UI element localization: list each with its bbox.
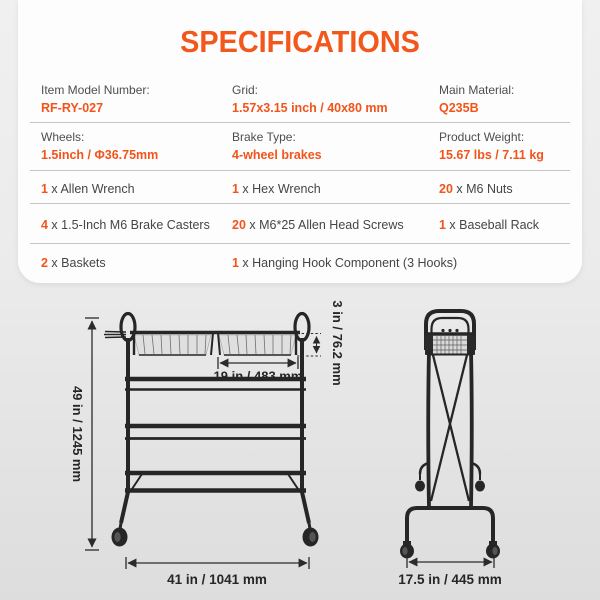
kit-item (41, 218, 210, 232)
kit-item-qty: 20 (232, 218, 246, 232)
spec-cell-weight (439, 130, 544, 162)
dim-overall-width-label: 41 in / 1041 mm (167, 572, 267, 587)
kit-item-qty: 1 (41, 182, 48, 196)
spec-value: 1.5inch / Φ36.75mm (41, 148, 159, 162)
kit-item-text: x Baskets (47, 256, 106, 270)
spec-value: Q235B (439, 101, 479, 115)
front-casters (112, 523, 319, 547)
front-view-drawing (85, 314, 321, 551)
spec-cell-wheels (41, 130, 158, 162)
dimension-diagram (0, 287, 600, 600)
kit-item-text: x Hanging Hook Component (3 Hooks) (238, 256, 458, 270)
spec-value: 1.57x3.15 inch / 40x80 mm (232, 101, 388, 115)
kit-item (41, 182, 135, 196)
dim-basket-length-label: 19 in / 483 mm (213, 368, 303, 384)
kit-item-qty: 2 (41, 256, 48, 270)
dim-overall-height-label: 49 in / 1245 mm (70, 385, 85, 483)
kit-item (232, 256, 457, 270)
kit-item-text: x Hex Wrench (238, 182, 321, 196)
spec-value: 4-wheel brakes (232, 148, 322, 162)
spec-label: Product Weight: (439, 130, 525, 144)
divider (30, 243, 570, 244)
side-view-drawing (400, 311, 500, 559)
kit-item-qty: 1 (232, 182, 239, 196)
kit-item (232, 182, 321, 196)
divider (30, 122, 570, 123)
kit-item-qty: 20 (439, 182, 453, 196)
dim-basket-depth-label: 3 in / 76.2 mm (330, 300, 345, 386)
spec-cell-brake (232, 130, 322, 162)
kit-item-qty: 1 (439, 218, 446, 232)
kit-item-text: x Allen Wrench (47, 182, 135, 196)
spec-cell-material (439, 83, 514, 115)
kit-item-text: x M6 Nuts (452, 182, 513, 196)
spec-cell-grid (232, 83, 388, 115)
kit-item-text: x Baseball Rack (445, 218, 540, 232)
spec-value: RF-RY-027 (41, 101, 104, 115)
kit-item-text: x M6*25 Allen Head Screws (245, 218, 404, 232)
spec-value: 15.67 lbs / 7.11 kg (439, 148, 544, 162)
kit-item-text: x 1.5-Inch M6 Brake Casters (47, 218, 210, 232)
dim-overall-depth-label: 17.5 in / 445 mm (398, 572, 502, 587)
page-title: SPECIFICATIONS (180, 24, 420, 59)
spec-label: Brake Type: (232, 130, 296, 144)
kit-item (41, 256, 106, 270)
kit-item (232, 218, 404, 232)
spec-label: Wheels: (41, 130, 85, 144)
spec-cell-model (41, 83, 150, 115)
kit-item-qty: 1 (232, 256, 239, 270)
kit-item (439, 218, 539, 232)
spec-label: Main Material: (439, 83, 515, 97)
divider (30, 170, 570, 171)
kit-item-qty: 4 (41, 218, 48, 232)
kit-item (439, 182, 513, 196)
spec-label: Grid: (232, 83, 259, 97)
side-casters (400, 541, 500, 559)
spec-label: Item Model Number: (41, 83, 150, 97)
divider (30, 203, 570, 204)
front-baskets (134, 333, 296, 355)
spec-card (18, 0, 582, 283)
